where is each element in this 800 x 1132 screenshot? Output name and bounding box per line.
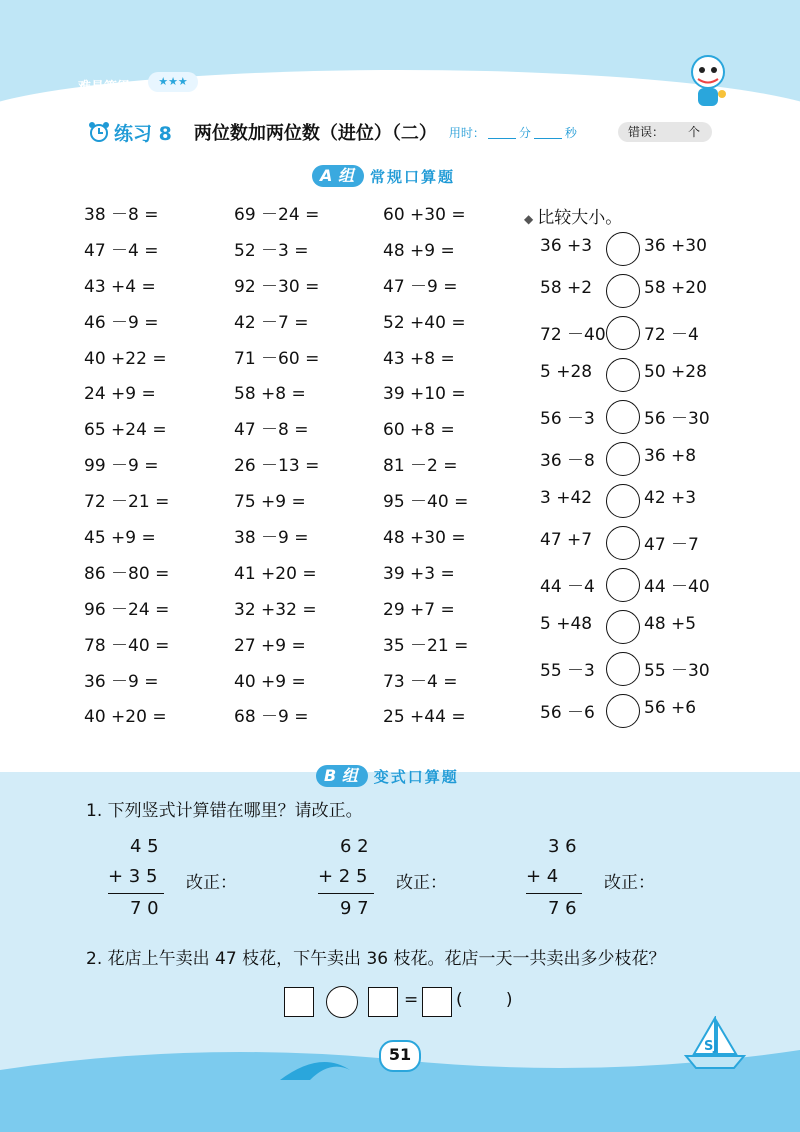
equation: 45 +9 = [84,528,156,549]
difficulty-label: 难易等级: [78,80,136,95]
error-label: 错误： [628,125,665,139]
addend-top: 6 2 [340,836,369,857]
compare-row [540,400,740,442]
compare-left: 3 +42 [540,488,593,508]
equation: 68 －9 = [234,707,309,728]
exercise-title: 两位数加两位数（进位）（二） [193,123,437,144]
answer-box-1[interactable] [284,987,314,1017]
error-count-field[interactable] [618,122,712,142]
compare-left: 36 －8 [540,451,595,471]
compare-left: 36 +3 [540,236,593,256]
compare-title-text: 比较大小。 [537,208,623,228]
addend-top: 3 6 [548,836,577,857]
error-unit: 个 [687,125,700,139]
equation: 36 －9 = [84,671,159,692]
compare-circle[interactable] [606,694,640,728]
compare-row [540,568,740,610]
compare-right: 72 －4 [644,325,699,345]
exercise-number: 练习 8 [114,122,172,145]
compare-circle[interactable] [606,442,640,476]
equation: 46 －9 = [84,312,159,333]
equation: 81 －2 = [383,456,458,477]
compare-circle[interactable] [606,610,640,644]
minutes-blank[interactable] [488,126,516,139]
correction-label: 改正： [186,873,237,893]
time-field [449,124,577,141]
compare-left: 44 －4 [540,577,595,597]
answer-box-2[interactable] [368,987,398,1017]
compare-row [540,484,740,526]
addend-bottom: + 4 [526,866,559,887]
compare-row [540,526,740,568]
compare-left: 56 －3 [540,409,595,429]
seconds-label: 秒 [564,125,577,140]
equation: 71 －60 = [234,348,320,369]
equation: 43 +4 = [84,276,156,297]
sum-result: 7 0 [130,898,159,919]
equation: 39 +10 = [383,384,466,405]
compare-right: 55 －30 [644,661,710,681]
compare-right: 47 －7 [644,535,699,555]
minutes-label: 分 [518,125,531,140]
compare-row [540,610,740,652]
compare-row [540,694,740,736]
equation: 73 －4 = [383,671,458,692]
equation: 52 +40 = [383,312,466,333]
compare-right: 36 +8 [644,446,697,466]
compare-circle[interactable] [606,358,640,392]
equation: 60 +8 = [383,420,455,441]
equation: 47 －9 = [383,276,458,297]
compare-right: 42 +3 [644,488,697,508]
sum-line [318,893,374,894]
compare-left: 58 +2 [540,278,593,298]
equation: 48 +30 = [383,528,466,549]
column-1 [84,200,169,738]
question-1: 1. 下列竖式计算错在哪里？请改正。 [86,801,363,821]
compare-circle[interactable] [606,652,640,686]
compare-list [540,232,740,736]
compare-left: 56 －6 [540,703,595,723]
column-2 [234,200,319,738]
equation: 25 +44 = [383,707,466,728]
equation: 32 +32 = [234,599,317,620]
seconds-blank[interactable] [534,126,562,139]
unit-title: 第六单元 100 以内的加法和减法（二） [388,79,637,95]
compare-circle[interactable] [606,526,640,560]
compare-circle[interactable] [606,232,640,266]
equation: 92 －30 = [234,276,320,297]
compare-right: 58 +20 [644,278,707,298]
group-a-banner [312,164,455,188]
compare-circle[interactable] [606,316,640,350]
group-b-title: 变式口算题 [373,767,459,786]
answer-box-3[interactable] [422,987,452,1017]
sum-line [108,893,164,894]
equation: 75 +9 = [234,492,306,513]
compare-circle[interactable] [606,484,640,518]
boat-label: SJ [704,1039,719,1054]
equation: 41 +20 = [234,563,317,584]
compare-right: 50 +28 [644,362,707,382]
addend-bottom: + 3 5 [108,866,158,887]
compare-left: 72 －40 [540,325,606,345]
equals-sign: = [404,990,419,1010]
alarm-clock-icon [88,121,110,143]
compare-left: 47 +7 [540,530,593,550]
equation: 47 －8 = [234,420,309,441]
equation: 38 －9 = [234,528,309,549]
compare-right: 36 +30 [644,236,707,256]
sum-result: 7 6 [548,898,577,919]
difficulty-stars: ★★★ [148,72,198,92]
group-b-banner [316,764,459,788]
correction-label: 改正： [396,873,447,893]
equation: 95 －40 = [383,492,469,513]
question-2: 2. 花店上午卖出 47 枝花，下午卖出 36 枝花。花店一天一共卖出多少枝花？ [86,949,666,969]
equation: 24 +9 = [84,384,156,405]
equation: 60 +30 = [383,205,466,225]
equation: 78 －40 = [84,635,170,656]
compare-circle[interactable] [606,400,640,434]
compare-circle[interactable] [606,274,640,308]
equation: 52 －3 = [234,240,309,261]
equation: 65 +24 = [84,420,167,441]
compare-circle[interactable] [606,568,640,602]
compare-left: 5 +28 [540,362,593,382]
column-3 [383,200,468,738]
equation: 38 －8 = [84,205,159,225]
equation: 99 －9 = [84,456,159,477]
compare-row [540,358,740,400]
equation: 69 －24 = [234,205,320,225]
equation: 48 +9 = [383,240,455,261]
equation: 43 +8 = [383,348,455,369]
diamond-icon: ◆ [524,212,534,226]
group-a-title: 常规口算题 [369,167,455,186]
compare-row [540,232,740,274]
correction-label: 改正： [604,873,655,893]
sum-result: 9 7 [340,898,369,919]
equation: 27 +9 = [234,635,306,656]
unit-paren[interactable]: ( ) [456,990,513,1010]
equation: 26 －13 = [234,456,320,477]
equation: 42 －7 = [234,312,309,333]
addend-bottom: + 2 5 [318,866,368,887]
sailboat-icon [680,1016,750,1072]
compare-row [540,442,740,484]
compare-right: 48 +5 [644,614,697,634]
time-label: 用时： [448,125,485,140]
operator-circle[interactable] [326,986,358,1018]
compare-row [540,274,740,316]
equation: 72 －21 = [84,492,170,513]
compare-row [540,652,740,694]
equation: 40 +22 = [84,348,167,369]
sum-line [526,893,582,894]
exercise-header [88,118,577,146]
addend-top: 4 5 [130,836,159,857]
equation: 29 +7 = [383,599,455,620]
equation: 40 +20 = [84,707,167,728]
page-number: 51 [379,1040,421,1072]
compare-row [540,316,740,358]
compare-left: 5 +48 [540,614,593,634]
equation: 96 －24 = [84,599,170,620]
compare-left: 55 －3 [540,661,595,681]
equation: 86 －80 = [84,563,170,584]
equation: 40 +9 = [234,671,306,692]
equation: 58 +8 = [234,384,306,405]
group-a-letter: A 组 [312,165,364,187]
equation: 47 －4 = [84,240,159,261]
equation: 39 +3 = [383,563,455,584]
compare-right: 56 －30 [644,409,710,429]
equation: 35 －21 = [383,635,469,656]
compare-right: 44 －40 [644,577,710,597]
mascot-icon [684,52,732,114]
compare-right: 56 +6 [644,698,697,718]
group-b-letter: B 组 [316,765,368,787]
compare-title [524,203,622,228]
